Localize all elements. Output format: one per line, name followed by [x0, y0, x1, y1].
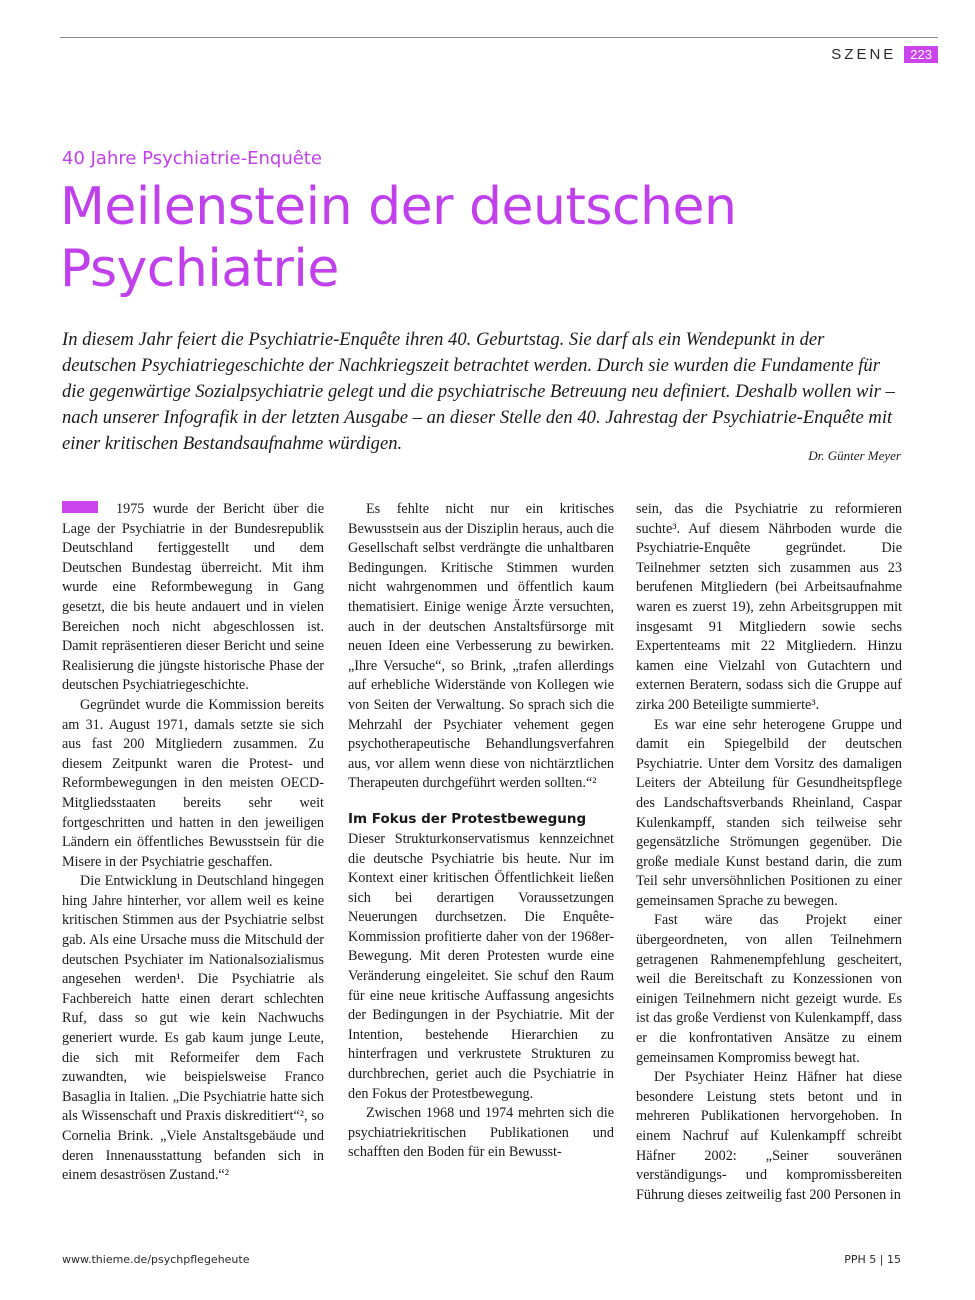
paragraph-text: 1975 wurde der Bericht über die Lage der Psychiatrie in der Bundesrepublik Deutschland fertiggestellt und dem Deutschen Bundestag überreicht. Mit ihm wurde eine Reformbewegung in Gang gesetzt, die bis heute andauert und in vielen Bereichen noch nicht abgeschlossen ist. Damit repräsentieren dieser Bericht und seine Realisierung die jüngste historische Phase der deutschen Psychiatriegeschichte.: [62, 501, 324, 694]
section-label: SZENE: [831, 46, 897, 63]
footer-url: www.thieme.de/psychpflegeheute: [62, 1253, 250, 1266]
author-name: Dr. Günter Meyer: [808, 448, 901, 463]
article-lead: In diesem Jahr feiert die Psychiatrie-Enquête ihren 40. Geburtstag. Sie darf als ein Wendepunkt in der deutschen Psychiatriegeschichte der Nachkriegszeit betrachtet werden. Durch sie wurden die Fundamente für die gegenwärtige Sozialpsychiatrie gelegt und die psychiatrische Betreuung neu definiert. Deshalb wollen wir – nach unserer Infografik in der letzten Ausgabe – an dieser Stelle den 40. Jahrestag der Psychiatrie-Enquête mit einer kritischen Bestandsaufnahme würdigen.: [62, 329, 895, 454]
paragraph: Der Psychiater Heinz Häfner hat diese besondere Leistung stets betont und in mehreren Publikationen hervorgehoben. In einem Nachruf auf Kulenkampff schreibt Häfner 2002: „Seiner souveränen verständigungs- und kompromissbereiten Führung dieses zeitweilig fast 200 Personen in: [636, 1069, 902, 1203]
page-header: [831, 46, 938, 63]
paragraph: Zwischen 1968 und 1974 mehrten sich die psychiatriekritischen Publikationen und schafften den Boden für ein Bewusst-: [348, 1105, 614, 1161]
footer-issue: PPH 5 | 15: [844, 1253, 901, 1266]
top-rule: [60, 37, 938, 38]
paragraph: Die Entwicklung in Deutschland hingegen hing Jahre hinterher, vor allem weil es keine kritischen Stimmen aus der Psychiatrie selbst gab. Als eine Ursache muss die Mitschuld der deutschen Psychiater im Nationalsozialismus angesehen werden¹. Die Psychiatrie als Fachbereich hatte einen derart schlechten Ruf, dass so gut wie kein Nachwuchs generiert wurde. Es gab kaum junge Leute, die sich mit Reformeifer dem Fach zuwandten, wie beispielsweise Franco Basaglia in Italien. „Die Psychiatrie hatte sich als Wissenschaft und Praxis diskreditiert“², so Cornelia Brink. „Viele Anstaltsgebäude und deren Innenausstattung befanden sich in einem desaströsen Zustand.“²: [62, 873, 324, 1184]
page-number-badge: 223: [904, 46, 938, 63]
section-marker: [62, 501, 98, 513]
text-column-2: [348, 500, 614, 1163]
article-title: Meilenstein der deutschen Psychiatrie: [60, 177, 737, 299]
paragraph: Es war eine sehr heterogene Gruppe und damit ein Spiegelbild der deutschen Psychiatrie. Unter dem Vorsitz des damaligen Leiters der Abteilung für Gesundheitspflege des Landschaftsverbands Rheinland, Caspar Kulenkampff, standen sich teilweise sehr gegensätzliche Strömungen gegenüber. Die große mediale Kunst bestand darin, die zum Teil sehr unversöhnlichen Positionen zu einer gemeinsamen Sprache zu bewegen.: [636, 716, 902, 909]
paragraph: [62, 500, 324, 696]
paragraph: Fast wäre das Projekt einer übergeordneten, von allen Teilnehmern getragenen Rahmenempfehlung gescheitert, weil die Bereitschaft zu Konzessionen von einigen Teilnehmern nicht gezeigt wurde. Es ist das große Verdienst von Kulenkampff, dass er die konfrontativen Ansätze zu einem gemeinsamen Kompromiss bewegt hat.: [636, 912, 902, 1066]
article-kicker: 40 Jahre Psychiatrie-Enquête: [62, 148, 322, 169]
paragraph: Es fehlte nicht nur ein kritisches Bewusstsein aus der Disziplin heraus, auch die Gesellschaft selbst verdrängte die unhaltbaren Bedingungen. Kritische Stimmen wurden nicht wahrgenommen und öffentlich kaum thematisiert. Einige wenige Ärzte versuchten, auch in der deutschen Anstaltsfürsorge mit neuen Ideen eine Verbesserung zu bewirken. „Ihre Versuche“, so Brink, „trafen allerdings auf erhebliche Widerstände von Kollegen wie von Seiten der Verwaltung. So sprach sich die Mehrzahl der Psychiater vehement gegen psychotherapeutische Behandlungsverfahren aus, vor allem wenn diese von nichtärztlichen Therapeuten durchgeführt werden sollten.“²: [348, 501, 614, 792]
section-subheading: Im Fokus der Protestbewegung: [348, 810, 587, 827]
text-column-3: [636, 500, 902, 1205]
paragraph: Dieser Strukturkonservatismus kennzeichnet die deutsche Psychiatrie bis heute. Nur im Kontext einer kritischen Öffentlichkeit ließen sich bei derartigen Voraussetzungen Neuerungen durchsetzen. Die Enquête-Kommission profitierte daher von der 1968er-Bewegung. Mit deren Protesten wurde eine Veränderung eingeleitet. Sie schuf den Raum für eine neue kritische Auffassung angesichts der Bedingungen in der Psychiatrie. Mit der Intention, bestehende Hierarchien zu hinterfragen und verkrustete Strukturen zu durchbrechen, geriet auch die Psychiatrie in den Fokus der Protestbewegung.: [348, 830, 614, 1102]
paragraph: sein, das die Psychiatrie zu reformieren suchte³. Auf diesem Nährboden wurde die Psychiatrie-Enquête gegründet. Die Teilnehmer setzten sich zusammen aus 23 berufenen Mitgliedern (bei Arbeitsaufnahme waren es zuerst 19), zehn Arbeitsgruppen mit insgesamt 91 Mitgliedern sowie sechs Expertenteams mit 22 Mitgliedern. Hinzu kamen eine Vielzahl von Gutachtern und externen Beratern, sodass sich die Gruppe auf zirka 200 Beteiligte summierte³.: [636, 501, 902, 713]
text-column-1: [62, 500, 324, 1186]
paragraph: Gegründet wurde die Kommission bereits am 31. August 1971, damals setzte sie sich aus fast 200 Mitgliedern zusammen. Zu diesem Zeitpunkt waren die Protest- und Reformbewegungen in den meisten OECD-Mitgliedsstaaten bereits sehr weit fortgeschritten und hatten in den jeweiligen Ländern ein öffentliches Bewusstsein für die Misere in der Psychiatrie geschaffen.: [62, 696, 324, 870]
